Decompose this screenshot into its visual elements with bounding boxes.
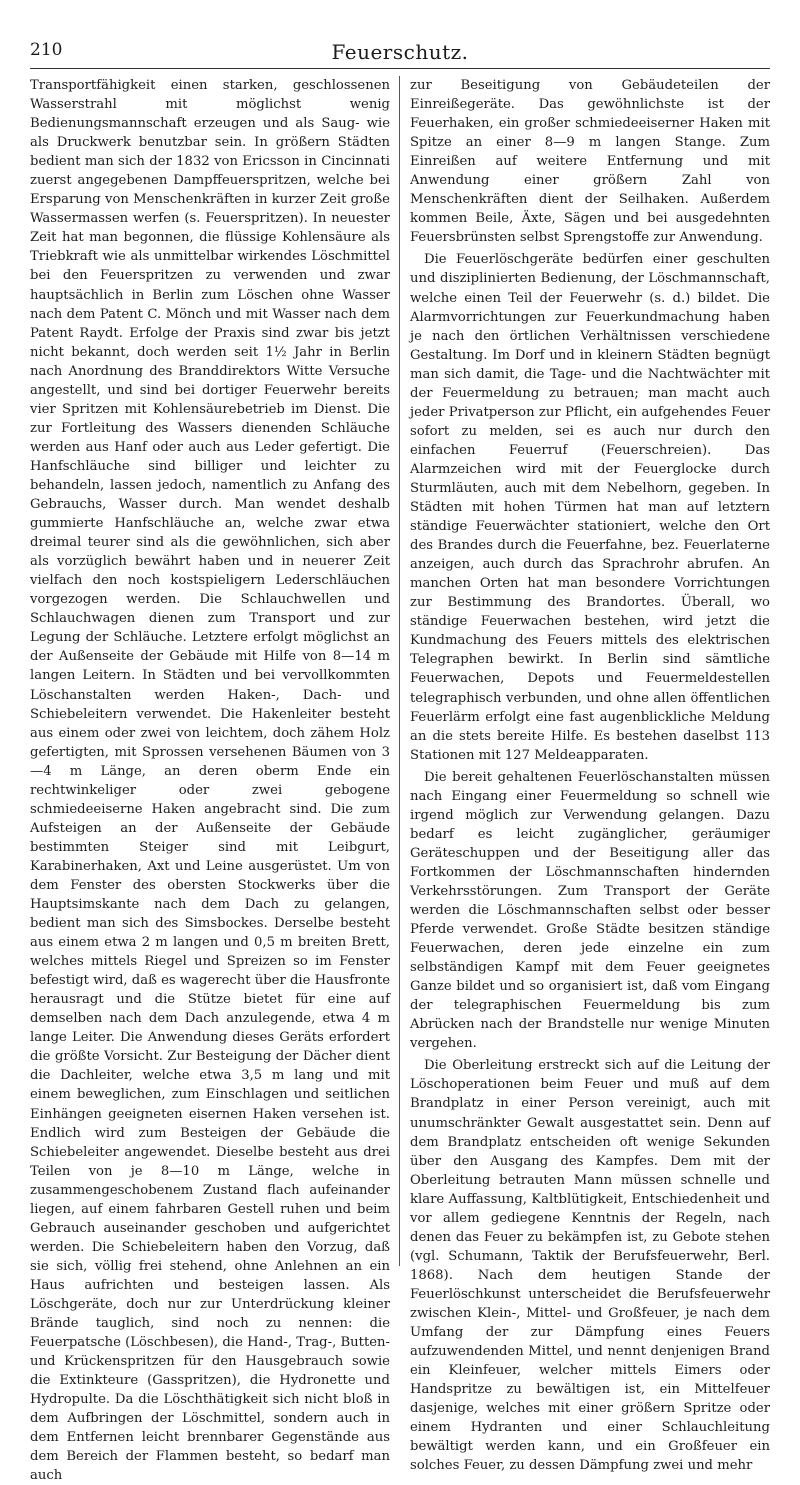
paragraph: Die Feuerlöschgeräte bedürfen einer geschulten und disziplinierten Bedienung, der Löschmannschaft, welche einen Teil der Feuerwehr (s. d.) bildet. Die Alarmvorrichtungen zur Feuerkundmachung haben je nach den örtlichen Verhältnissen verschiedene Gestaltung. Im Dorf und in kleinern Städten begnügt man sich damit, die Tage- und die Nachtwächter mit der Feuermeldung zu betrauen; man macht auch jeder Privatperson zur Pflicht, ein aufgehendes Feuer sofort zu melden, sei es auch nur durch den einfachen Feuerruf (Feuerschreien). Das Alarmzeichen wird mit der Feuerglocke durch Sturmläuten, auch mit dem Nebelhorn, gegeben. In Städten mit hohen Türmen hat man auf letztern ständige Feuerwächter stationiert, welche den Ort des Brandes durch die Feuerfahne, bez. Feuerlaterne anzeigen, auch durch das Sprachrohr abrufen. An manchen Orten hat man besondere Vorrichtungen zur Bestimmung des Brandortes. Überall, wo ständige Feuerwachen bestehen, wird jetzt die Kundmachung des Feuers mittels des elektrischen Telegraphen bewirkt. In Berlin sind sämtliche Feuerwachen, Depots und Feuermeldestellen telegraphisch verbunden, und ohne allen öffentlichen Feuerlärm erfolgt eine fast augenblickliche Meldung an die stets bereite Hilfe. Es bestehen daselbst 113 Stationen mit 127 Meldeapparaten.: [410, 252, 770, 763]
column-divider: [399, 76, 400, 1266]
page-number: 210: [30, 40, 63, 60]
left-column: [30, 76, 390, 1484]
header-rule: [30, 68, 770, 69]
paragraph: zur Beseitigung von Gebäudeteilen der Einreißegeräte. Das gewöhnlichste ist der Feuerhaken, ein großer schmiedeeiserner Haken mit Spitze an einer 8—9 m langen Stange. Zum Einreißen auf weitere Entfernung und mit Anwendung einer größern Zahl von Menschenkräften dient der Seilhaken. Außerdem kommen Beile, Äxte, Sägen und bei ausgedehnten Feuersbrünsten selbst Sprengstoffe zur Anwendung.: [410, 78, 770, 246]
running-title: Feuerschutz.: [331, 40, 469, 64]
paragraph: Die Oberleitung erstreckt sich auf die Leitung der Löschoperationen beim Feuer und muß auf dem Brandplatz in einer Person vereinigt, auch mit unumschränkter Gewalt ausgestattet sein. Denn auf dem Brandplatz entscheiden oft wenige Sekunden über den Ausgang des Kampfes. Dem mit der Oberleitung betrauten Mann müssen schnelle und klare Auffassung, Kaltblütigkeit, Entschiedenheit und vor allem gediegene Kenntnis der Regeln, nach denen das Feuer zu bekämpfen ist, zu Gebote stehen (vgl. Schumann, Taktik der Berufsfeuerwehr, Berl. 1868). Nach dem heutigen Stande der Feuerlöschkunst unterscheidet die Berufsfeuerwehr zwischen Klein-, Mittel- und Großfeuer, je nach dem Umfang der zur Dämpfung eines Feuers aufzuwendenden Mittel, und nennt denjenigen Brand ein Kleinfeuer, welcher mittels Eimers oder Handspritze zu bewältigen ist, ein Mittelfeuer dasjenige, welches mit einer größern Spritze oder einem Hydranten und einer Schlauchleitung bewältigt werden kann, und ein Großfeuer ein solches Feuer, zu dessen Dämpfung zwei und mehr: [410, 1058, 770, 1474]
page-header: [30, 40, 770, 70]
paragraph: Die bereit gehaltenen Feuerlöschanstalten müssen nach Eingang einer Feuermeldung so schnell wie irgend möglich zur Verwendung gelangen. Dazu bedarf es leicht zugänglicher, geräumiger Geräteschuppen und der Beseitigung aller das Fortkommen der Löschmannschaften hindernden Verkehrsstörungen. Zum Transport der Geräte werden die Löschmannschaften selbst oder besser Pferde verwendet. Große Städte besitzen ständige Feuerwachen, deren jede einzelne ein zum selbständigen Kampf mit dem Feuer geeignetes Ganze bildet und so organisiert ist, daß vom Eingang der telegraphischen Feuermeldung bis zum Abrücken nach der Brandstelle nur wenige Minuten vergehen.: [410, 769, 770, 1052]
right-column: [410, 76, 770, 1474]
paragraph: Transportfähigkeit einen starken, geschlossenen Wasserstrahl mit möglichst wenig Bedienungsmannschaft erzeugen und als Saug- wie als Druckwerk benutzbar sein. In größern Städten bedient man sich der 1832 von Ericsson in Cincinnati zuerst angegebenen Dampffeuerspritzen, welche bei Ersparung von Menschenkräften in kurzer Zeit große Wassermassen werfen (s. Feuerspritzen). In neuester Zeit hat man begonnen, die flüssige Kohlensäure als Triebkraft wie als unmittelbar wirkendes Löschmittel bei den Feuerspritzen zu verwenden und zwar hauptsächlich in Berlin zum Löschen ohne Wasser nach dem Patent C. Mönch und mit Wasser nach dem Patent Raydt. Erfolge der Praxis sind zwar bis jetzt nicht bekannt, doch werden seit 1½ Jahr in Berlin nach Anordnung des Branddirektors Witte Versuche angestellt, und sind bei dortiger Feuerwehr bereits vier Spritzen mit Kohlensäurebetrieb im Dienst. Die zur Fortleitung des Wassers dienenden Schläuche werden aus Hanf oder auch aus Leder gefertigt. Die Hanfschläuche sind billiger und leichter zu behandeln, lassen jedoch, namentlich zu Anfang des Gebrauchs, Wasser durch. Man wendet deshalb gummierte Hanfschläuche an, welche zwar etwa dreimal teurer sind als die gewöhnlichen, sich aber als vorzüglich bewährt haben und in neuerer Zeit vielfach den noch kostspieligern Lederschläuchen vorgezogen werden. Die Schlauchwellen und Schlauchwagen dienen zum Transport und zur Legung der Schläuche. Letztere erfolgt möglichst an der Außenseite der Gebäude mit Hilfe von 8—14 m langen Leitern. In Städten und bei vervollkommten Löschanstalten werden Haken-, Dach- und Schiebeleitern verwendet. Die Hakenleiter besteht aus einem oder zwei von leichtem, doch zähem Holz gefertigten, mit Sprossen versehenen Bäumen von 3—4 m Länge, an deren oberm Ende ein rechtwinkeliger oder zwei gebogene schmiedeeiserne Haken angebracht sind. Die zum Aufsteigen an der Außenseite der Gebäude bestimmten Steiger sind mit Leibgurt, Karabinerhaken, Axt und Leine ausgerüstet. Um von dem Fenster des obersten Stockwerks über die Hauptsimskante nach dem Dach zu gelangen, bedient man sich des Simsbockes. Derselbe besteht aus einem etwa 2 m langen und 0,5 m breiten Brett, welches mittels Riegel und Spreizen so im Fenster befestigt wird, daß es wagerecht über die Hausfronte herausragt und die Stütze bietet für eine auf demselben nach dem Dach anzulegende, etwa 4 m lange Leiter. Die Anwendung dieses Geräts erfordert die größte Vorsicht. Zur Besteigung der Dächer dient die Dachleiter, welche etwa 3,5 m lang und mit einem beweglichen, zum Einschlagen und seitlichen Einhängen geeigneten eisernen Haken versehen ist. Endlich wird zum Besteigen der Gebäude die Schiebeleiter angewendet. Dieselbe besteht aus drei Teilen von je 8—10 m Länge, welche in zusammengeschobenem Zustand flach aufeinander liegen, auf einem fahrbaren Gestell ruhen und beim Gebrauch auseinander geschoben und aufgerichtet werden. Die Schiebeleitern haben den Vorzug, daß sie sich, völlig frei stehend, ohne Anlehnen an ein Haus aufrichten und besteigen lassen. Als Löschgeräte, doch nur zur Unterdrückung kleiner Brände tauglich, sind noch zu nennen: die Feuerpatsche (Löschbesen), die Hand-, Trag-, Butten- und Krückenspritzen für den Hausgebrauch sowie die Extinkteure (Gasspritzen), die Hydronette und Hydropulte. Da die Löschthätigkeit sich nicht bloß in dem Aufbringen der Löschmittel, sondern auch in dem Entfernen leicht brennbarer Gegenstände aus dem Bereich der Flammen besteht, so bedarf man auch: [30, 78, 390, 1484]
